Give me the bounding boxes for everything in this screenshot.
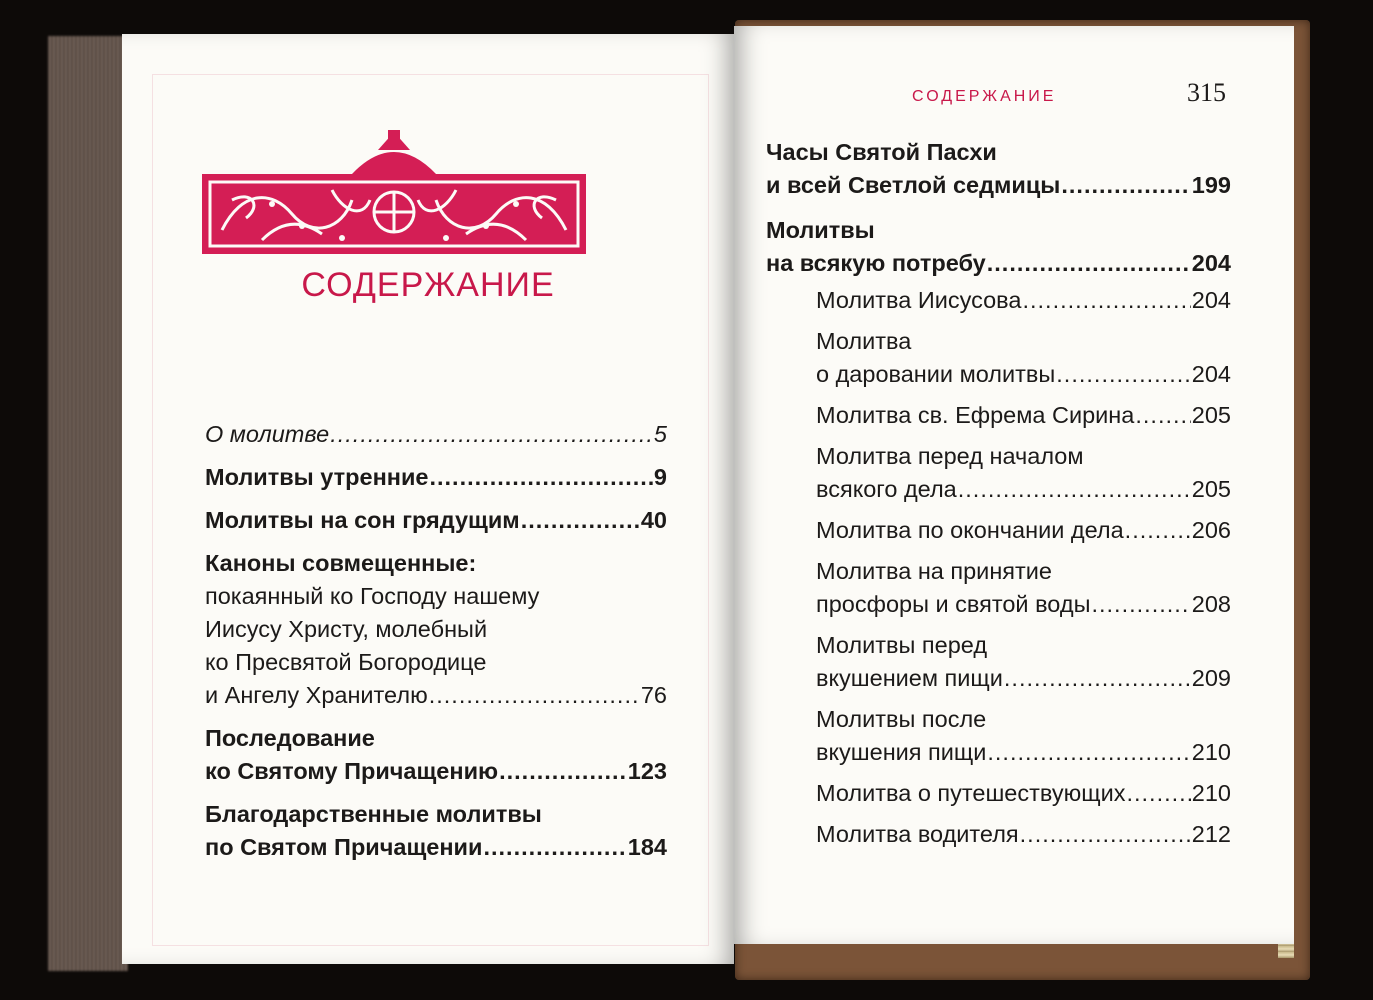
page-edges — [48, 36, 128, 971]
page-number: 315 — [1187, 78, 1226, 107]
running-head: СОДЕРЖАНИЕ — [912, 88, 1057, 105]
entry-page: 204 — [1191, 361, 1231, 387]
entry-title: по Святом Причащении — [205, 834, 483, 860]
entry-page: 184 — [627, 834, 667, 860]
entry-page: 199 — [1191, 172, 1231, 198]
toc-entry — [205, 722, 667, 788]
entry-page: 212 — [1191, 821, 1231, 847]
entry-title: Молитвы после — [816, 706, 987, 732]
entry-title: и Ангелу Хранителю — [205, 682, 428, 708]
entry-page: 206 — [1191, 517, 1231, 543]
toc-entry — [766, 214, 1231, 280]
entry-page: 123 — [627, 758, 667, 784]
entry-page: 205 — [1191, 402, 1231, 428]
toc-subentry — [816, 629, 1231, 695]
entry-title: Молитва водителя — [816, 821, 1019, 847]
page-heading: СОДЕРЖАНИЕ — [301, 266, 555, 304]
entry-title: Благодарственные молитвы — [205, 801, 542, 827]
entry-title: Иисусу Христу, молебный — [205, 616, 488, 642]
entry-page: 208 — [1191, 591, 1231, 617]
entry-title: Молитва — [816, 328, 912, 354]
entry-title: Молитвы перед — [816, 632, 988, 658]
entry-page: 40 — [640, 507, 667, 533]
entry-title: всякого дела — [816, 476, 957, 502]
entry-page: 209 — [1191, 665, 1231, 691]
entry-title: просфоры и святой воды — [816, 591, 1091, 617]
toc-subentry — [816, 440, 1231, 506]
entry-title: Часы Святой Пасхи — [766, 139, 997, 165]
toc-entry — [205, 504, 667, 537]
entry-page: 204 — [1191, 250, 1231, 276]
toc-subentry — [816, 399, 1231, 432]
entry-title: Молитвы — [766, 217, 875, 243]
toc-subentry — [816, 777, 1231, 810]
toc-entry — [766, 136, 1231, 202]
entry-title: Молитва Иисусова — [816, 287, 1022, 313]
entry-page: 204 — [1191, 287, 1231, 313]
entry-title: на всякую потребу — [766, 250, 986, 276]
toc-entry — [205, 547, 667, 712]
entry-page: 76 — [640, 682, 667, 708]
toc-right — [766, 136, 1231, 851]
toc-entry — [205, 798, 667, 864]
toc-left — [205, 418, 667, 864]
entry-page: 5 — [653, 421, 667, 447]
entry-title: Молитвы на сон грядущим — [205, 507, 520, 533]
toc-subentry — [816, 514, 1231, 547]
entry-title: Молитва о путешествующих — [816, 780, 1126, 806]
entry-page: 9 — [653, 464, 667, 490]
entry-title: О молитве — [205, 421, 330, 447]
entry-title: Молитва по окончании дела — [816, 517, 1124, 543]
entry-page: 205 — [1191, 476, 1231, 502]
entry-title: Каноны совмещенные: — [205, 550, 477, 576]
entry-page: 210 — [1191, 780, 1231, 806]
entry-title: Молитвы утренние — [205, 464, 429, 490]
entry-title: ко Пресвятой Богородице — [205, 649, 487, 675]
entry-title: Молитва св. Ефрема Сирина — [816, 402, 1135, 428]
toc-entry — [205, 461, 667, 494]
toc-subentry — [816, 703, 1231, 769]
toc-subentry — [816, 284, 1231, 317]
entry-title: ко Святому Причащению — [205, 758, 499, 784]
right-page — [734, 26, 1294, 944]
entry-title: Молитва перед началом — [816, 443, 1084, 469]
entry-title: покаянный ко Господу нашему — [205, 583, 540, 609]
entry-title: Последование — [205, 725, 375, 751]
toc-subentry — [816, 555, 1231, 621]
entry-title: и всей Светлой седмицы — [766, 172, 1061, 198]
toc-entry — [205, 418, 667, 451]
entry-title: вкушением пищи — [816, 665, 1003, 691]
entry-title: о даровании молитвы — [816, 361, 1056, 387]
entry-title: вкушения пищи — [816, 739, 987, 765]
toc-subentry — [816, 325, 1231, 391]
entry-page: 210 — [1191, 739, 1231, 765]
left-page — [122, 34, 734, 964]
ornament-headpiece — [202, 130, 586, 260]
toc-subentry — [816, 818, 1231, 851]
entry-title: Молитва на принятие — [816, 558, 1052, 584]
